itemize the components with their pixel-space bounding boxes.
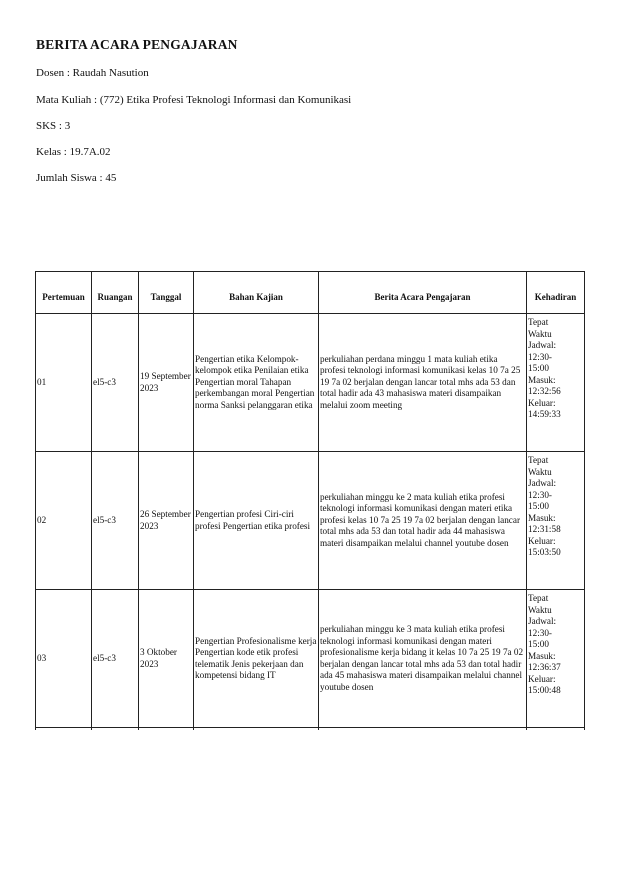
kehadiran-line: Jadwal: [528, 478, 557, 488]
cell-bahan-kajian: Pengertian etika Kelompok-kelompok etika Penilaian etika Pengertian moral Tahapan perkembangan moral Pengertian norma Sanksi pelanggaran etika [194, 314, 319, 452]
trailer-cell [527, 728, 585, 731]
kehadiran-line: Masuk: [528, 374, 556, 385]
kelas-line: Kelas : 19.7A.02 [36, 146, 111, 158]
kehadiran-line: 12:31:58 [528, 524, 561, 534]
table-row [36, 314, 585, 452]
kehadiran-line: 15:00 [528, 639, 549, 649]
kehadiran-line: 15:00 [528, 501, 549, 511]
cell-kehadiran [527, 314, 585, 452]
cell-berita-acara: perkuliahan minggu ke 2 mata kuliah etika profesi teknologi informasi komunikasi dengan materi etika profesi kelas 10 7a 25 19 7a 02 berjalan dengan lancar total mhs ada 53 dan total hadir ada 44 mahasiswa materi disampaikan melalui channel youtube dosen [319, 452, 527, 590]
kehadiran-line: Tepat [528, 593, 549, 603]
cell-tanggal: 3 Oktober 2023 [139, 590, 194, 728]
matakuliah-line: Mata Kuliah : (772) Etika Profesi Teknologi Informasi dan Komunikasi [36, 94, 352, 106]
sks-line: SKS : 3 [36, 120, 71, 132]
trailer-cell [36, 728, 92, 731]
header-pertemuan: Pertemuan [36, 272, 92, 314]
kehadiran-line: 12:30- [528, 351, 552, 362]
trailer-cell [92, 728, 139, 731]
table-row-trailer [36, 728, 585, 731]
kehadiran-line: Waktu [528, 466, 552, 477]
cell-berita-acara: perkuliahan minggu ke 3 mata kuliah etika profesi teknologi informasi komunikasi dengan materi profesionalisme kerja bidang it kelas 10 7a 25 19 7a 02 berjalan dengan lancar total mhs ada 53 dan total hadir ada 45 mahasiswa materi disampaikan melalui channel youtube dosen [319, 590, 527, 728]
cell-berita-acara: perkuliahan perdana minggu 1 mata kuliah etika profesi teknologi informasi komunikasi kelas 10 7a 25 19 7a 02 berjalan dengan lancar total mhs ada 53 dan total hadir ada 43 mahasiswa materi disampaikan melalui zoom meeting [319, 314, 527, 452]
kehadiran-line: 15:03:50 [528, 547, 561, 557]
trailer-cell [319, 728, 527, 731]
dosen-line: Dosen : Raudah Nasution [36, 67, 149, 79]
kehadiran-line: 15:00:48 [528, 685, 561, 695]
cell-ruangan: el5-c3 [92, 314, 139, 452]
cell-ruangan: el5-c3 [92, 452, 139, 590]
kehadiran-line: Waktu [528, 604, 552, 615]
header-berita-acara: Berita Acara Pengajaran [319, 272, 527, 314]
attendance-table [35, 271, 585, 730]
trailer-cell [139, 728, 194, 731]
kehadiran-line: 14:59:33 [528, 409, 561, 419]
cell-pertemuan: 02 [36, 452, 92, 590]
cell-kehadiran [527, 452, 585, 590]
jumlah-siswa-line: Jumlah Siswa : 45 [36, 172, 117, 184]
kehadiran-line: 12:30- [528, 489, 552, 500]
kehadiran-line: 12:30- [528, 627, 552, 638]
cell-pertemuan: 01 [36, 314, 92, 452]
table-row [36, 590, 585, 728]
kehadiran-line: 15:00 [528, 363, 549, 373]
kehadiran-line: Jadwal: [528, 340, 557, 350]
kehadiran-line: Jadwal: [528, 616, 557, 626]
cell-kehadiran [527, 590, 585, 728]
kehadiran-line: 12:32:56 [528, 386, 561, 396]
kehadiran-line: Keluar: [528, 673, 556, 684]
header-tanggal: Tanggal [139, 272, 194, 314]
cell-tanggal: 19 September 2023 [139, 314, 194, 452]
cell-bahan-kajian: Pengertian profesi Ciri-ciri profesi Pengertian etika profesi [194, 452, 319, 590]
cell-tanggal: 26 September 2023 [139, 452, 194, 590]
kehadiran-line: Masuk: [528, 512, 556, 523]
cell-bahan-kajian: Pengertian Profesionalisme kerja Pengertian kode etik profesi telematik Jenis pekerjaan dan kompetensi bidang IT [194, 590, 319, 728]
table-header-row [36, 272, 585, 314]
header-kehadiran: Kehadiran [527, 272, 585, 314]
cell-pertemuan: 03 [36, 590, 92, 728]
table-row [36, 452, 585, 590]
cell-ruangan: el5-c3 [92, 590, 139, 728]
trailer-cell [194, 728, 319, 731]
kehadiran-line: Waktu [528, 328, 552, 339]
kehadiran-line: Tepat [528, 455, 549, 465]
page-title: BERITA ACARA PENGAJARAN [36, 37, 238, 52]
kehadiran-line: Keluar: [528, 535, 556, 546]
kehadiran-line: Tepat [528, 317, 549, 327]
kehadiran-line: Keluar: [528, 397, 556, 408]
header-bahan-kajian: Bahan Kajian [194, 272, 319, 314]
kehadiran-line: 12:36:37 [528, 662, 561, 672]
header-ruangan: Ruangan [92, 272, 139, 314]
kehadiran-line: Masuk: [528, 650, 556, 661]
